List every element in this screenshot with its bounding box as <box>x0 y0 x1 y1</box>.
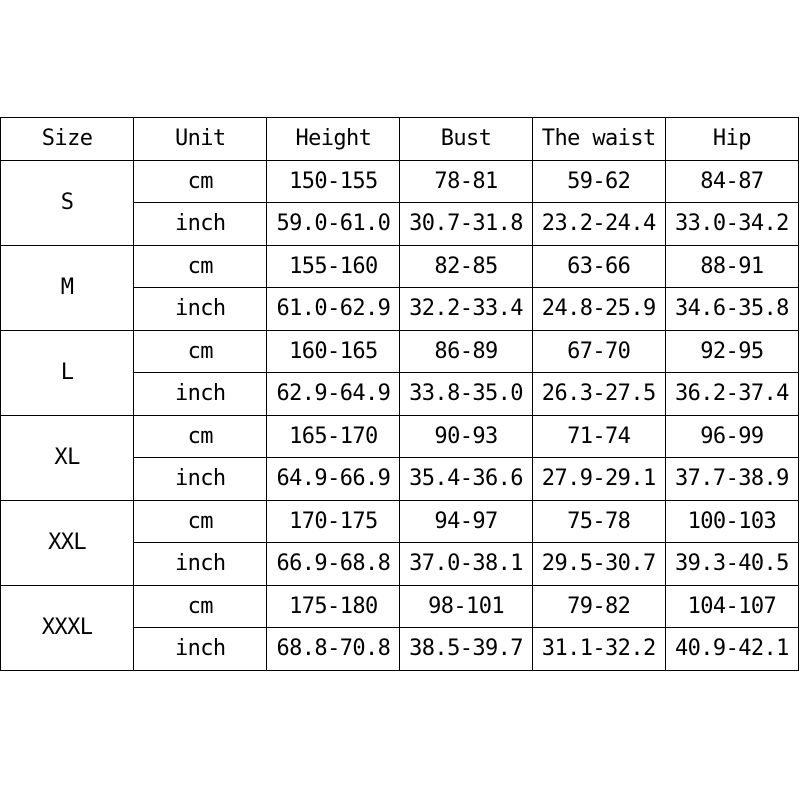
bust-cell: 32.2-33.4 <box>400 288 532 331</box>
table-row <box>1 245 799 288</box>
header-size: Size <box>1 118 134 161</box>
bust-cell: 35.4-36.6 <box>400 458 532 501</box>
waist-cell: 24.8-25.9 <box>532 288 665 331</box>
height-cell: 175-180 <box>267 585 400 628</box>
unit-cell: inch <box>134 288 267 331</box>
unit-cell: inch <box>134 373 267 416</box>
hip-cell: 36.2-37.4 <box>665 373 798 416</box>
hip-cell: 37.7-38.9 <box>665 458 798 501</box>
unit-cell: cm <box>134 330 267 373</box>
unit-cell: inch <box>134 203 267 246</box>
bust-cell: 37.0-38.1 <box>400 543 532 586</box>
height-cell: 59.0-61.0 <box>267 203 400 246</box>
height-cell: 160-165 <box>267 330 400 373</box>
bust-cell: 82-85 <box>400 245 532 288</box>
hip-cell: 92-95 <box>665 330 798 373</box>
unit-cell: cm <box>134 245 267 288</box>
header-height: Height <box>267 118 400 161</box>
height-cell: 165-170 <box>267 415 400 458</box>
bust-cell: 90-93 <box>400 415 532 458</box>
unit-cell: inch <box>134 628 267 671</box>
header-hip: Hip <box>665 118 798 161</box>
bust-cell: 30.7-31.8 <box>400 203 532 246</box>
bust-cell: 33.8-35.0 <box>400 373 532 416</box>
size-chart-table <box>0 117 799 671</box>
hip-cell: 33.0-34.2 <box>665 203 798 246</box>
hip-cell: 104-107 <box>665 585 798 628</box>
waist-cell: 31.1-32.2 <box>532 628 665 671</box>
height-cell: 155-160 <box>267 245 400 288</box>
waist-cell: 23.2-24.4 <box>532 203 665 246</box>
waist-cell: 27.9-29.1 <box>532 458 665 501</box>
header-bust: Bust <box>400 118 532 161</box>
waist-cell: 79-82 <box>532 585 665 628</box>
bust-cell: 86-89 <box>400 330 532 373</box>
table-row <box>1 500 799 543</box>
waist-cell: 67-70 <box>532 330 665 373</box>
hip-cell: 88-91 <box>665 245 798 288</box>
waist-cell: 59-62 <box>532 160 665 203</box>
height-cell: 61.0-62.9 <box>267 288 400 331</box>
unit-cell: inch <box>134 458 267 501</box>
waist-cell: 29.5-30.7 <box>532 543 665 586</box>
header-unit: Unit <box>134 118 267 161</box>
waist-cell: 63-66 <box>532 245 665 288</box>
height-cell: 68.8-70.8 <box>267 628 400 671</box>
unit-cell: cm <box>134 500 267 543</box>
table-row <box>1 415 799 458</box>
hip-cell: 84-87 <box>665 160 798 203</box>
height-cell: 64.9-66.9 <box>267 458 400 501</box>
size-cell: M <box>1 245 134 330</box>
unit-cell: cm <box>134 160 267 203</box>
table-row <box>1 585 799 628</box>
bust-cell: 98-101 <box>400 585 532 628</box>
bust-cell: 78-81 <box>400 160 532 203</box>
height-cell: 170-175 <box>267 500 400 543</box>
hip-cell: 100-103 <box>665 500 798 543</box>
waist-cell: 71-74 <box>532 415 665 458</box>
size-cell: XXL <box>1 500 134 585</box>
table-row <box>1 330 799 373</box>
unit-cell: inch <box>134 543 267 586</box>
height-cell: 62.9-64.9 <box>267 373 400 416</box>
table-body <box>1 160 799 670</box>
height-cell: 66.9-68.8 <box>267 543 400 586</box>
hip-cell: 40.9-42.1 <box>665 628 798 671</box>
hip-cell: 39.3-40.5 <box>665 543 798 586</box>
bust-cell: 94-97 <box>400 500 532 543</box>
hip-cell: 34.6-35.8 <box>665 288 798 331</box>
bust-cell: 38.5-39.7 <box>400 628 532 671</box>
header-waist: The waist <box>532 118 665 161</box>
table-header <box>1 118 799 161</box>
unit-cell: cm <box>134 585 267 628</box>
waist-cell: 75-78 <box>532 500 665 543</box>
size-cell: XL <box>1 415 134 500</box>
hip-cell: 96-99 <box>665 415 798 458</box>
height-cell: 150-155 <box>267 160 400 203</box>
unit-cell: cm <box>134 415 267 458</box>
waist-cell: 26.3-27.5 <box>532 373 665 416</box>
header-row <box>1 118 799 161</box>
size-cell: L <box>1 330 134 415</box>
size-cell: S <box>1 160 134 245</box>
size-cell: XXXL <box>1 585 134 670</box>
table-row <box>1 160 799 203</box>
